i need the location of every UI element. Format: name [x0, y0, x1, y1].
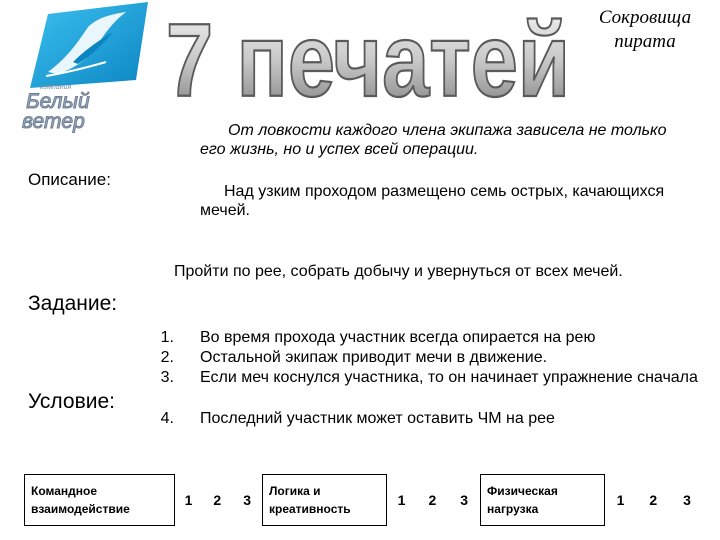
- rating-category-label: Командное взаимодействие: [25, 475, 154, 526]
- rating-table: [24, 474, 704, 526]
- condition-text: Если меч коснулся участника, то он начинает упражнение сначала: [200, 369, 698, 386]
- condition-text: Остальной экипаж приводит мечи в движение.: [200, 349, 548, 366]
- description-text: Над узким проходом размещено семь острых, качающихся мечей.: [200, 183, 665, 219]
- condition-text: Во время прохода участник всегда опирается на рею: [200, 329, 596, 346]
- rating-score: 1: [616, 492, 625, 508]
- rating-category-label: Логика и креативность: [262, 475, 373, 526]
- rating-score: 3: [683, 492, 691, 508]
- rating-score: 2: [649, 492, 658, 508]
- description-label: Описание:: [28, 170, 111, 189]
- logo-line2: ветер: [22, 110, 85, 133]
- condition-number: 2.: [160, 349, 174, 366]
- condition-number: 4.: [160, 410, 174, 427]
- rating-category-label: Физическая нагрузка: [481, 475, 592, 526]
- rating-score: 2: [213, 492, 222, 508]
- page-title-text: 7 печатей: [166, 3, 570, 112]
- rating-score: 1: [184, 492, 193, 508]
- corner-line1: Сокровища: [598, 7, 692, 28]
- condition-text: Последний участник может оставить ЧМ на рее: [200, 410, 555, 427]
- rating-score: 1: [397, 492, 406, 508]
- rating-score: 2: [428, 492, 437, 508]
- corner-line2: пирата: [614, 31, 676, 52]
- goal-text: Пройти по рее, собрать добычу и увернуться от всех мечей.: [174, 263, 623, 280]
- conditions-label: Условие:: [28, 390, 116, 413]
- rating-score: 3: [460, 492, 469, 508]
- page-title: [160, 0, 580, 112]
- logo-small-text: компания: [40, 84, 72, 91]
- logo-line1: Белый: [26, 90, 90, 113]
- corner-caption: [580, 6, 710, 54]
- task-label: Задание:: [28, 292, 118, 315]
- intro-text: От ловкости каждого члена экипажа зависела не только его жизнь, но и успех всей операции.: [200, 122, 667, 158]
- rating-score: 3: [243, 492, 251, 508]
- condition-number: 3.: [160, 369, 174, 386]
- condition-number: 1.: [160, 329, 174, 346]
